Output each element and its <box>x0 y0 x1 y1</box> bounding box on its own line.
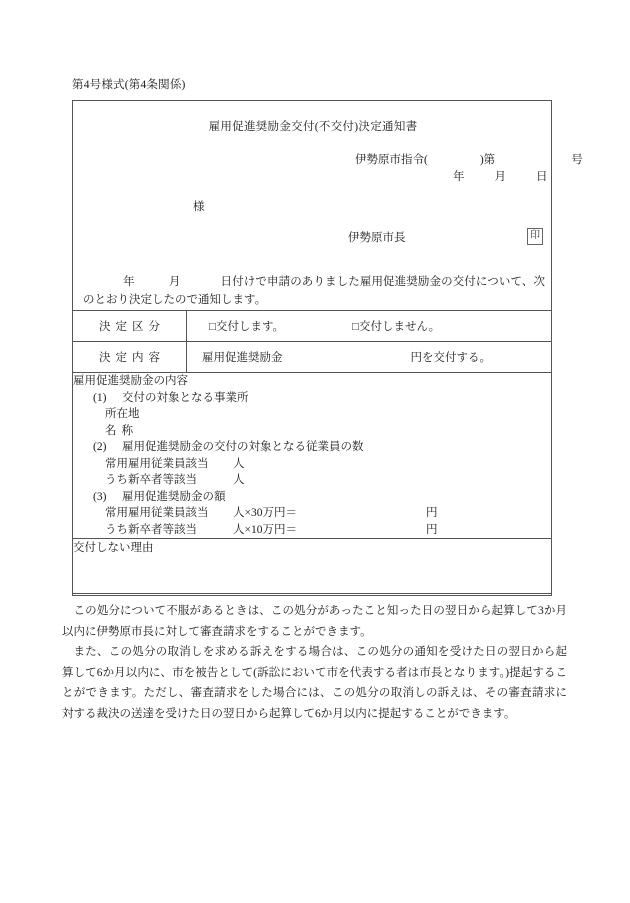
detail-item3 <box>73 489 551 506</box>
lead-paragraph-text: 日付けで申請のありました雇用促進奨励金の交付について、次のとおり決定したので通知します。 <box>83 276 545 306</box>
notice-form-frame <box>72 100 583 594</box>
detail-item1-name <box>73 423 551 440</box>
legal-paragraph-1: この処分について不服があるときは、この処分があったこと知った日の翌日から起算して3か月以内に伊勢原市長に対して審査請求をすることができます。 <box>62 605 567 638</box>
lead-paragraph <box>83 273 545 309</box>
item3-row2-label: うち新卒者等該当 <box>105 523 197 536</box>
item3-number: (3) <box>93 490 107 503</box>
item3-row1-unit: 円 <box>426 507 438 519</box>
item2-row2-unit: 人 <box>233 474 245 486</box>
reason-label: 交付しない理由 <box>73 542 154 554</box>
issue-date-line <box>453 168 548 184</box>
table-row-reason <box>73 539 552 596</box>
decision-category-label: 決定区分 <box>73 311 187 342</box>
detail-item1-address <box>73 406 551 423</box>
lead-month-label: 月 <box>168 276 181 288</box>
checkbox-deny[interactable]: □交付しません。 <box>352 321 441 333</box>
item2-row2-label: うち新卒者等該当 <box>105 474 197 486</box>
order-number-line <box>355 151 583 167</box>
item3-label: 雇用促進奨励金の額 <box>122 490 226 503</box>
detail-item2 <box>73 439 551 456</box>
subsidy-detail-cell <box>73 373 552 539</box>
date-month-label: 月 <box>494 171 506 183</box>
detail-heading: 雇用促進奨励金の内容 <box>73 375 188 387</box>
item3-row1-label: 常用雇用従業員該当 <box>105 507 209 519</box>
item1-number: (1) <box>93 391 107 404</box>
seal-stamp-icon: 印 <box>527 228 543 245</box>
form-number: 第4号様式(第4条関係) <box>72 79 186 91</box>
recipient-honorific: 様 <box>193 201 205 213</box>
issuer-line <box>348 228 543 245</box>
table-row-subsidy-detail <box>73 373 552 539</box>
detail-item2-row1 <box>73 456 551 473</box>
item3-row1-calc: 人×30万円＝ <box>233 507 297 519</box>
date-year-label: 年 <box>453 171 465 183</box>
item2-number: (2) <box>93 441 107 453</box>
item1-address-label: 所在地 <box>105 408 140 420</box>
table-row-decision-content <box>73 342 552 373</box>
item1-name-label: 名称 <box>105 424 138 437</box>
issuer-name: 伊勢原市長 <box>348 231 406 244</box>
order-suffix: 号 <box>571 154 583 166</box>
date-day-label: 日 <box>536 171 548 183</box>
decision-content-value-cell <box>187 342 552 373</box>
detail-item1 <box>73 390 551 407</box>
item2-label: 雇用促進奨励金の交付の対象となる従業員の数 <box>122 441 364 453</box>
detail-item3-row2 <box>73 522 551 539</box>
order-middle: )第 <box>479 154 496 166</box>
decision-table <box>72 310 552 596</box>
item2-row1-label: 常用雇用従業員該当 <box>105 457 209 470</box>
checkbox-grant[interactable]: □交付します。 <box>209 321 285 333</box>
detail-item2-row2 <box>73 472 551 489</box>
subsidy-name: 雇用促進奨励金 <box>202 352 283 364</box>
decision-category-value-cell <box>187 311 552 342</box>
order-prefix: 伊勢原市指令( <box>355 154 428 166</box>
legal-notice <box>62 601 567 724</box>
document-title: 雇用促進奨励金交付(不交付)決定通知書 <box>208 121 418 133</box>
item3-row2-calc: 人×10万円＝ <box>233 523 297 536</box>
table-row-decision-category <box>73 311 552 342</box>
reason-cell[interactable] <box>73 539 552 596</box>
decision-content-label: 決定内容 <box>73 342 187 373</box>
amount-suffix: 円を交付する。 <box>410 352 491 364</box>
lead-year-label: 年 <box>123 276 135 288</box>
item3-row2-unit: 円 <box>426 523 438 536</box>
legal-paragraph-2: また、この処分の取消しを求める訴えをする場合は、この処分の通知を受けた日の翌日から起算して6か月以内に、市を被告として(訴訟において市を代表する者は市長となります。)提起することができます。ただし、審査請求をした場合には、この処分の取消しの訴えは、その審査請求に対する裁決の送達を受けた日の翌日から起算して6か月以内に提起することができます。 <box>62 646 567 720</box>
detail-item3-row1 <box>73 505 551 522</box>
item1-label: 交付の対象となる事業所 <box>122 391 249 404</box>
item2-row1-unit: 人 <box>233 457 245 470</box>
